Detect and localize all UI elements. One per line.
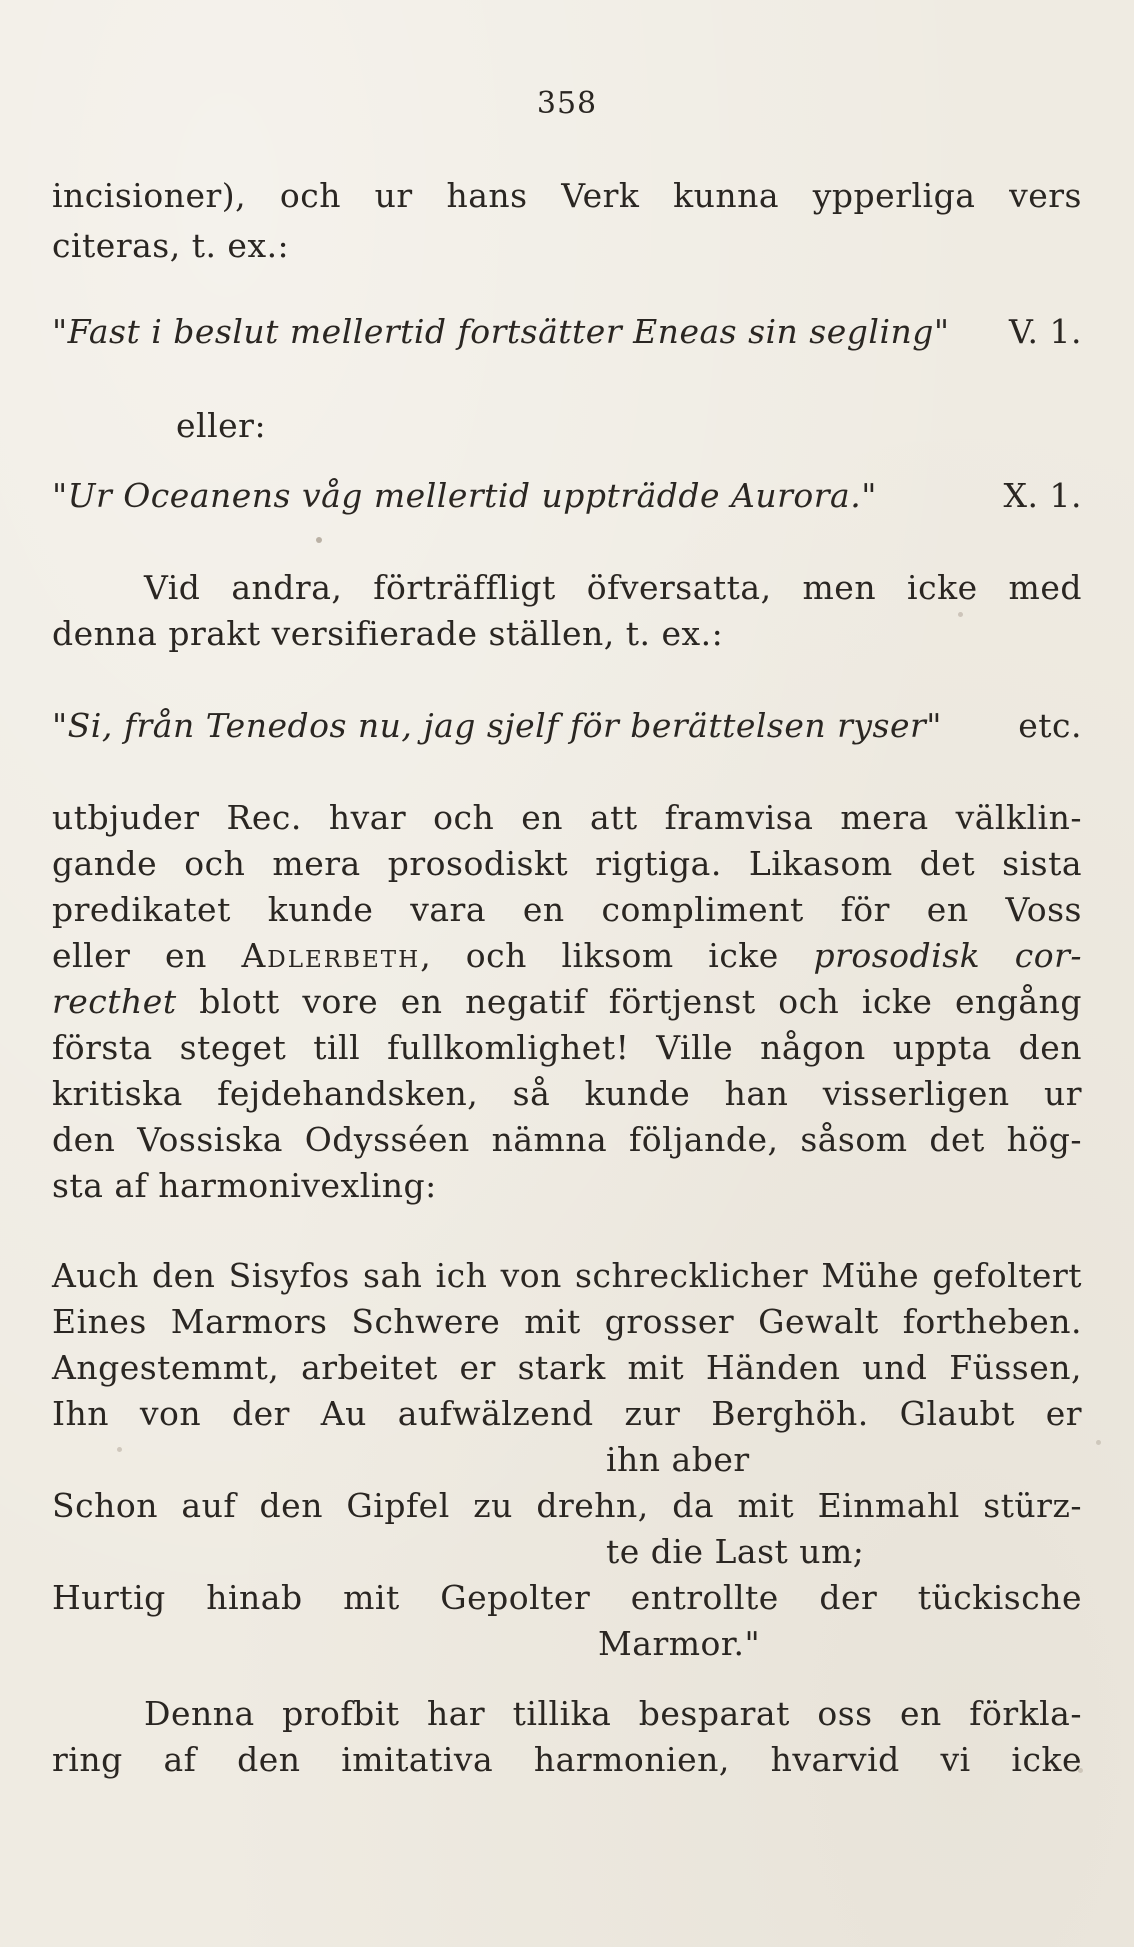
verse-line: Ihn von der Au aufwälzend zur Berghöh. Glaubt er (52, 1394, 1082, 1433)
text-line: gande och mera prosodiskt rigtiga. Likasom det sista (52, 844, 1082, 883)
verse-continuation: te die Last um; (606, 1532, 865, 1571)
text-line: första steget till fullkomlighet! Ville någon uppta den (52, 1028, 1082, 1067)
text-line: ring af den imitativa harmonien, hvarvid vi icke (52, 1740, 1082, 1779)
verse-continuation: ihn aber (606, 1440, 750, 1479)
text-line: kritiska fejdehandsken, så kunde han visserligen ur (52, 1074, 1082, 1113)
text-line: Vid andra, förträffligt öfversatta, men icke med (144, 568, 1082, 607)
paper-speck (1096, 1440, 1101, 1445)
verse-line: Eines Marmors Schwere mit grosser Gewalt fortheben. (52, 1302, 1082, 1341)
quote-text: "Si, från Tenedos nu, jag sjelf för berättelsen ryser" (52, 706, 942, 745)
text-line: predikatet kunde vara en compliment för en Voss (52, 890, 1082, 929)
paper-speck (316, 537, 322, 543)
quote-reference: V. 1. (1008, 312, 1082, 351)
text-line: denna prakt versifierade ställen, t. ex.: (52, 614, 724, 653)
italic-term: prosodisk cor- (813, 936, 1083, 975)
text-line: sta af harmonivexling: (52, 1166, 437, 1205)
quote-line (52, 474, 1082, 518)
quote-line (52, 704, 1082, 748)
text-line (52, 980, 1082, 1024)
quote-reference: etc. (1018, 706, 1082, 745)
quote-line (52, 310, 1082, 354)
quote-text: "Fast i beslut mellertid fortsätter Eneas sin segling" (52, 312, 950, 351)
page-number: 358 (536, 86, 598, 121)
quote-text: "Ur Oceanens våg mellertid uppträdde Aurora." (52, 476, 877, 515)
verse-continuation: Marmor." (598, 1624, 761, 1663)
paper-speck (958, 612, 963, 617)
verse-line: Auch den Sisyfos sah ich von schrecklicher Mühe gefoltert (52, 1256, 1082, 1295)
italic-term: recthet (52, 982, 177, 1021)
text-line: utbjuder Rec. hvar och en att framvisa mera välklin- (52, 798, 1082, 837)
text-fragment: blott vore en negatif förtjenst och icke engång (199, 982, 1082, 1021)
text-fragment: eller en (52, 936, 207, 975)
text-line (52, 934, 1082, 978)
verse-line: Schon auf den Gipfel zu drehn, da mit Einmahl stürz- (52, 1486, 1082, 1525)
quote-reference: X. 1. (1003, 476, 1082, 515)
text-fragment: , och liksom icke (420, 936, 779, 975)
text-line: citeras, t. ex.: (52, 226, 290, 265)
text-line: incisioner), och ur hans Verk kunna ypperliga vers (52, 176, 1082, 215)
paper-speck (117, 1447, 122, 1452)
text-line: eller: (176, 406, 267, 445)
text-line: den Vossiska Odysséen nämna följande, såsom det hög- (52, 1120, 1082, 1159)
author-name: Adlerbeth (241, 936, 421, 975)
text-line: Denna profbit har tillika besparat oss en förkla- (144, 1694, 1082, 1733)
verse-line: Angestemmt, arbeitet er stark mit Händen und Füssen, (52, 1348, 1082, 1387)
verse-line: Hurtig hinab mit Gepolter entrollte der tückische (52, 1578, 1082, 1617)
paper-speck (1078, 1768, 1083, 1773)
